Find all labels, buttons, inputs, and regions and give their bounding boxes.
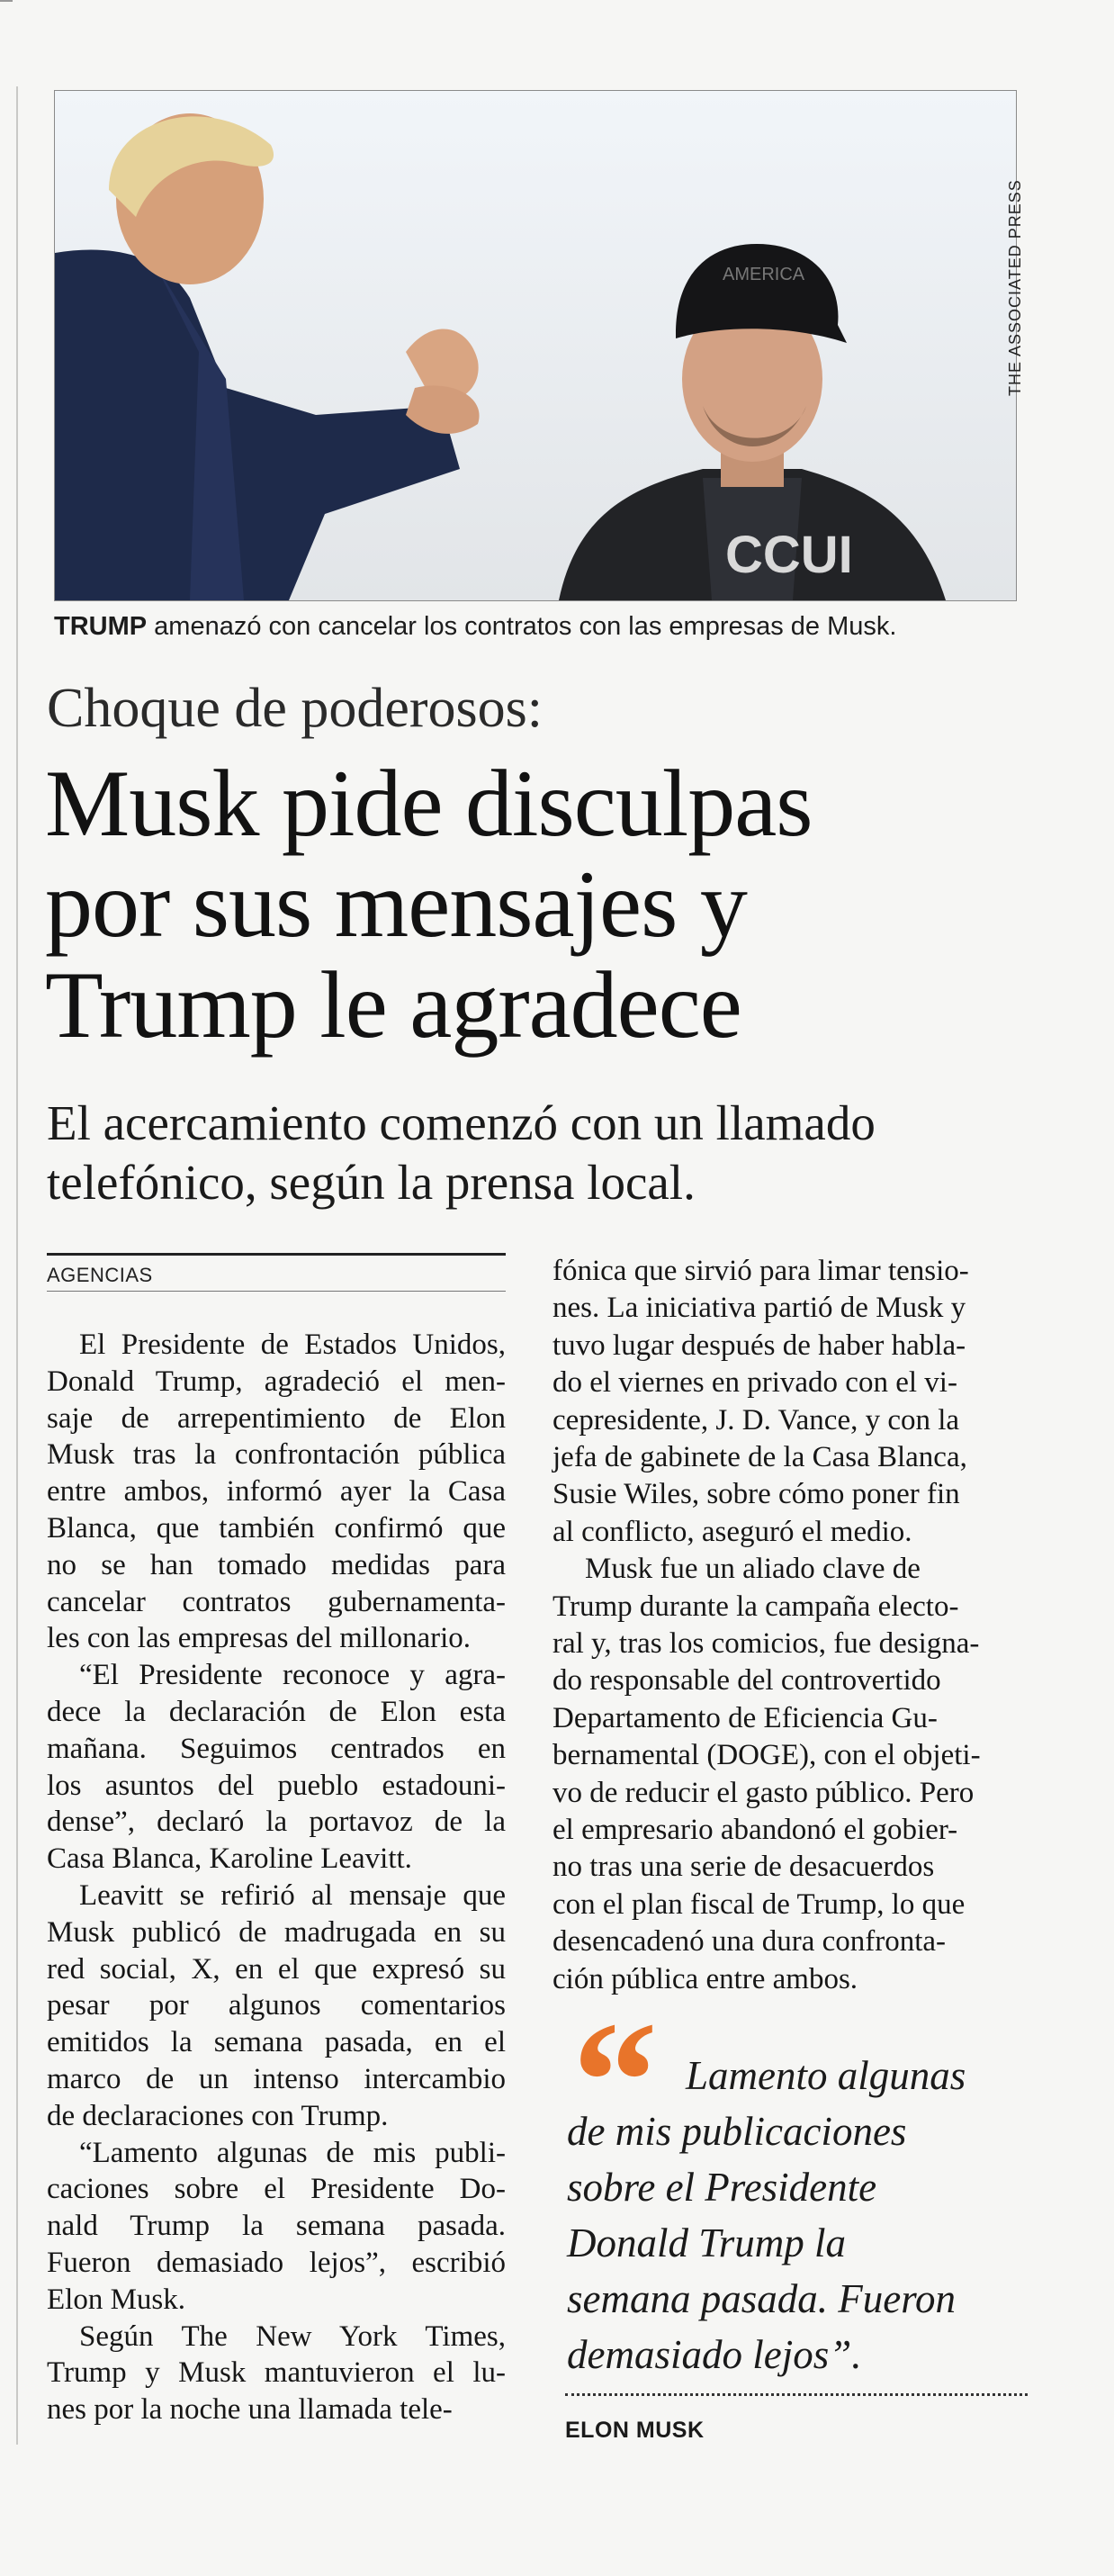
body-line: nald Trump la semana pasada. [47,2210,506,2243]
quote-line: de mis publicaciones [567,2109,907,2154]
body-line: ción pública entre ambos. [553,1962,858,1995]
body-line: Trump durante la campaña electo- [553,1590,959,1623]
quote-mark-icon: “ [572,1987,658,2176]
body-line: “El Presidente reconoce y agra- [79,1659,506,1692]
byline-rule-top [47,1253,506,1256]
body-line: al conflicto, aseguró el medio. [553,1515,912,1548]
body-line: mañana. Seguimos centrados en [47,1732,506,1765]
body-line: do responsable del controvertido [553,1664,941,1698]
body-line: no se han tomado medidas para [47,1548,506,1581]
quote-author: ELON MUSK [565,2418,705,2443]
quote-line: sobre el Presidente [567,2165,877,2210]
quote-line: semana pasada. Fueron [567,2276,957,2321]
body-line: bernamental (DOGE), con el objeti- [553,1739,981,1772]
caption-bold-name: TRUMP [54,612,148,641]
svg-text:AMERICA: AMERICA [723,265,805,284]
headline-line: Trump le agradece [45,952,741,1058]
body-line: Elon Musk. [47,2283,186,2316]
subhead-line: telefónico, según la prensa local. [47,1155,696,1210]
news-photo [54,90,1017,601]
body-line: Musk tras la confrontación pública [47,1438,506,1472]
body-line: tuvo lugar después de haber habla- [553,1329,966,1362]
caption-text: amenazó con cancelar los contratos con las empresas de Musk. [147,612,897,641]
body-line: Leavitt se refirió al mensaje que [79,1879,506,1912]
body-line: ral y, tras los comicios, fue designa- [553,1627,980,1660]
body-line: cepresidente, J. D. Vance, y con la [553,1403,960,1437]
body-line: cancelar contratos gubernamenta- [47,1585,506,1618]
body-line: fónica que sirvió para limar tensio- [553,1255,969,1287]
kicker: Choque de poderosos: [47,678,544,739]
body-line: Musk publicó de madrugada en su [47,1915,506,1949]
body-line: los asuntos del pueblo estadouni- [47,1769,506,1802]
body-line: Susie Wiles, sobre cómo poner fin [553,1478,960,1511]
headline-line: Musk pide disculpas [45,751,813,856]
body-line: Departamento de Eficiencia Gu- [553,1701,938,1734]
body-line: el empresario abandonó el gobier- [553,1814,958,1846]
headline-line: por sus mensajes y [45,851,747,957]
body-line: Trump y Musk mantuvieron el lu- [47,2356,506,2390]
body-line: pesar por algunos comentarios [47,1989,506,2022]
body-line: Casa Blanca, Karoline Leavitt. [47,1842,412,1876]
byline: AGENCIAS [47,1264,153,1286]
body-line: Blanca, que también confirmó que [47,1512,506,1545]
body-line: Donald Trump, agradeció el men- [47,1365,506,1398]
quote-line: Donald Trump la [567,2220,847,2265]
body-line: les con las empresas del millonario. [47,1622,472,1655]
body-line: dense”, declaró la portavoz de la [47,1806,506,1839]
body-line: red social, X, en el que expresó su [47,1952,506,1986]
body-line: nes. La iniciativa partió de Musk y [553,1292,966,1325]
body-line: Musk fue un aliado clave de [585,1553,921,1586]
photo-credit: THE ASSOCIATED PRESS [1006,179,1024,396]
subhead-line: El acercamiento comenzó con un llamado [47,1095,876,1150]
quote-line: demasiado lejos”. [567,2332,862,2377]
body-line: “Lamento algunas de mis publi- [79,2136,506,2169]
page-corner-mark [0,0,13,2]
body-line: entre ambos, informó ayer la Casa [47,1475,506,1509]
svg-text:CCUI: CCUI [725,526,853,584]
body-line: jefa de gabinete de la Casa Blanca, [553,1441,967,1473]
body-line: no tras una serie de desacuerdos [553,1851,935,1884]
body-line: Según The New York Times, [79,2319,506,2353]
body-line: con el plan fiscal de Trump, lo que [553,1887,966,1921]
body-line: do el viernes en privado con el vi- [553,1366,957,1400]
body-line: El Presidente de Estados Unidos, [79,1329,506,1361]
left-margin-rule [16,86,18,2445]
body-line: de declaraciones con Trump. [47,2099,389,2132]
body-line: dece la declaración de Elon esta [47,1696,506,1728]
body-line: Fueron demasiado lejos”, escribió [47,2247,506,2279]
body-line: desencadenó una dura confronta- [553,1925,947,1959]
quote-line: Lamento algunas [686,2053,966,2098]
quote-dotted-rule [565,2393,1028,2396]
body-line: caciones sobre el Presidente Do- [47,2173,506,2206]
body-line: emitidos la semana pasada, en el [47,2026,506,2059]
photo-caption [54,612,1044,642]
body-line: marco de un intenso intercambio [47,2063,506,2095]
body-line: nes por la noche una llamada tele- [47,2393,453,2427]
byline-rule-bottom [47,1291,506,1292]
body-line: vo de reducir el gasto público. Pero [553,1776,975,1809]
body-line: saje de arrepentimiento de Elon [47,1401,506,1435]
